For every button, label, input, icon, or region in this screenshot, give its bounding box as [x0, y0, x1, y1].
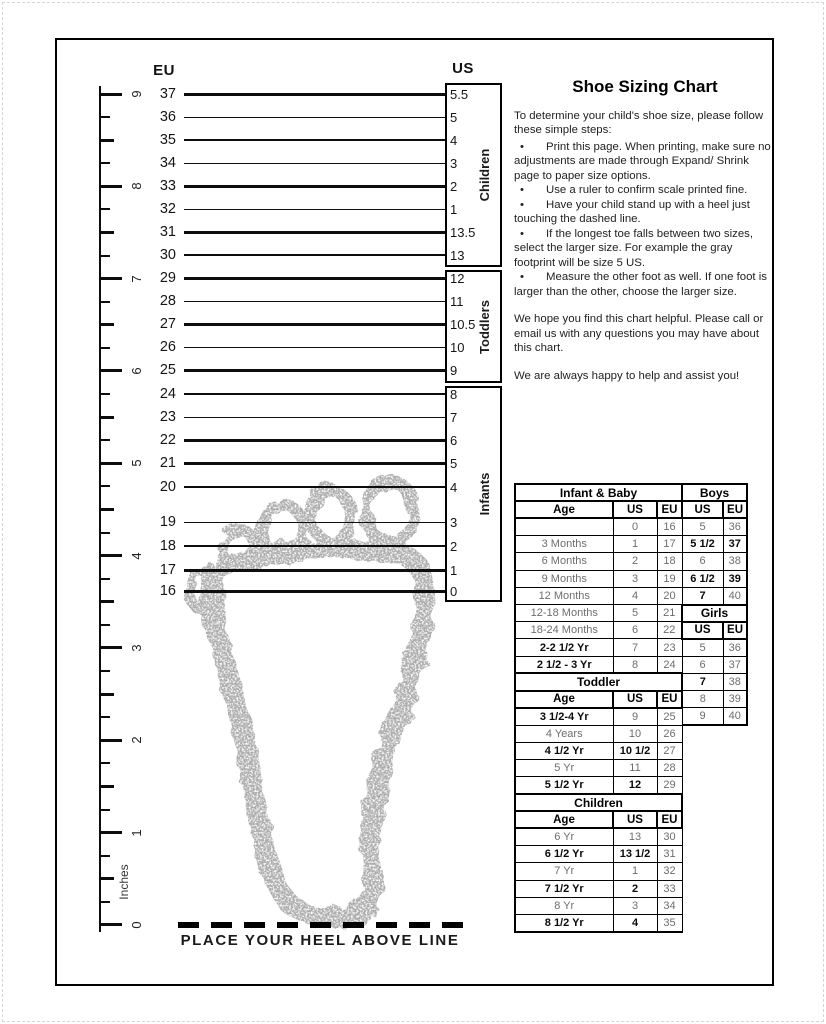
table-column-header: US [613, 501, 657, 518]
ruler-quarter-tick [101, 716, 110, 718]
table-section-header: Toddler [515, 673, 682, 690]
table-cell: 9 [682, 708, 723, 725]
table-empty-cell [682, 863, 747, 880]
bullet-icon: • [520, 140, 524, 153]
table-cell: 36 [723, 518, 747, 535]
table-cell: 32 [657, 863, 682, 880]
ruler-half-tick [101, 693, 114, 696]
eu-size-line [184, 369, 445, 372]
size-conversion-table [514, 483, 748, 933]
us-size-label: 10.5 [450, 316, 476, 332]
us-size-label: 6 [450, 432, 458, 448]
eu-size-label: 37 [159, 86, 176, 102]
table-cell: 7 [682, 587, 723, 604]
ruler-inch-number: 3 [129, 644, 144, 652]
table-empty-cell [682, 811, 747, 828]
table-cell: 28 [657, 760, 682, 777]
table-cell: 2 1/2 - 3 Yr [515, 656, 613, 673]
ruler-inch-number: 1 [129, 829, 144, 837]
table-cell: 6 Months [515, 553, 613, 570]
us-size-label: 0 [450, 583, 458, 599]
eu-size-label: 21 [159, 455, 176, 471]
instruction-bullets [514, 140, 776, 300]
table-cell: 2-2 1/2 Yr [515, 639, 613, 656]
us-size-label: 13.5 [450, 224, 476, 240]
page-title: Shoe Sizing Chart [572, 77, 718, 96]
table-cell: 22 [657, 622, 682, 639]
table-column-header: US [682, 622, 723, 639]
us-group-label: Infants [477, 472, 492, 516]
eu-size-line [184, 522, 445, 523]
us-size-label: 3 [450, 514, 458, 530]
ruler-quarter-tick [101, 901, 110, 903]
eu-size-label: 33 [159, 178, 176, 194]
table-cell: 16 [657, 518, 682, 535]
table-cell: 40 [723, 587, 747, 604]
eu-size-line [184, 417, 445, 418]
table-cell: 8 Yr [515, 897, 613, 914]
us-column-header: US [452, 60, 474, 77]
ruler-inch-number: 8 [129, 182, 144, 190]
second-toe-print [311, 491, 351, 541]
table-cell: 5 1/2 Yr [515, 777, 613, 794]
eu-size-line [184, 545, 445, 547]
eu-size-line [184, 301, 445, 302]
table-cell: 39 [723, 691, 747, 708]
table-cell: 10 1/2 [613, 742, 657, 759]
table-cell [515, 518, 613, 535]
eu-size-line [184, 231, 445, 234]
table-cell: 6 1/2 Yr [515, 846, 613, 863]
ruler-major-tick [101, 923, 122, 926]
table-cell: 6 1/2 [682, 570, 723, 587]
table-empty-cell [682, 794, 747, 811]
eu-size-label: 25 [159, 362, 176, 378]
ruler-inch-number: 0 [129, 921, 144, 929]
ruler-inch-number: 4 [129, 552, 144, 560]
us-size-label: 7 [450, 409, 458, 425]
ruler-inch-number: 2 [129, 736, 144, 744]
table-cell: 3 1/2-4 Yr [515, 708, 613, 725]
ruler-quarter-tick [101, 393, 110, 395]
table-cell: 7 1/2 Yr [515, 880, 613, 897]
ruler-major-tick [101, 831, 122, 834]
ruler-inch-number: 6 [129, 367, 144, 375]
table-empty-cell [682, 828, 747, 845]
table-cell: 2 [613, 880, 657, 897]
eu-size-label: 30 [159, 247, 176, 263]
eu-size-line [184, 209, 445, 210]
table-cell: 37 [723, 536, 747, 553]
eu-size-label: 26 [159, 339, 176, 355]
table-cell: 4 [613, 914, 657, 931]
table-cell: 27 [657, 742, 682, 759]
us-size-label: 10 [450, 339, 465, 355]
us-size-label: 12 [450, 270, 465, 286]
table-cell: 2 [613, 553, 657, 570]
ruler-inch-number: 7 [129, 275, 144, 283]
table-cell: 4 Years [515, 725, 613, 742]
eu-size-line [184, 486, 445, 488]
closing-text-2: We are always happy to help and assist you! [514, 369, 740, 382]
instruction-bullet: • Measure the other foot as well. If one foot is larger than the other, choose the larger size. [514, 271, 767, 298]
table-cell: 5 1/2 [682, 536, 723, 553]
table-cell: 5 [682, 518, 723, 535]
table-cell: 18-24 Months [515, 622, 613, 639]
table-section-header: Children [515, 794, 682, 811]
eu-size-label: 23 [159, 409, 176, 425]
us-size-label: 2 [450, 538, 458, 554]
table-cell: 5 [682, 639, 723, 656]
eu-size-line [184, 139, 445, 141]
table-empty-cell [682, 742, 747, 759]
ruler-major-tick [101, 185, 122, 188]
info-panel [514, 77, 776, 385]
us-size-label: 13 [450, 247, 465, 263]
table-column-header: EU [723, 501, 747, 518]
eu-size-line [184, 254, 445, 256]
ruler-quarter-tick [101, 855, 110, 857]
eu-size-label: 18 [159, 538, 176, 554]
table-cell: 21 [657, 605, 682, 622]
ruler-quarter-tick [101, 301, 110, 303]
table-cell: 3 Months [515, 536, 613, 553]
ruler-half-tick [101, 785, 114, 788]
ruler-quarter-tick [101, 208, 110, 210]
eu-size-line [184, 323, 445, 326]
table-column-header: EU [657, 501, 682, 518]
footprint-image [175, 458, 457, 936]
closing-text-1: We hope you find this chart helpful. Please call or email us with any questions you may have about this chart. [514, 313, 764, 354]
ruler-quarter-tick [101, 578, 110, 580]
eu-size-line [184, 439, 445, 442]
table-cell: 10 [613, 725, 657, 742]
ruler-major-tick [101, 739, 122, 742]
table-section-header: Infant & Baby [515, 484, 682, 501]
us-size-label: 1 [450, 201, 458, 217]
instruction-bullet: • Use a ruler to confirm scale printed fine. [514, 183, 776, 198]
foot-outline-print [212, 549, 426, 917]
ruler-half-tick [101, 323, 114, 326]
bullet-icon: • [520, 184, 524, 196]
table-column-header: Age [515, 501, 613, 518]
table-cell: 6 [613, 622, 657, 639]
table-cell: 6 [682, 553, 723, 570]
ruler-major-tick [101, 369, 122, 372]
table-cell: 7 [682, 673, 723, 690]
ruler-half-tick [101, 231, 114, 234]
ruler-half-tick [101, 877, 114, 880]
ruler-quarter-tick [101, 670, 110, 672]
eu-size-label: 19 [159, 514, 176, 530]
table-cell: 8 [613, 656, 657, 673]
eu-size-line [184, 185, 445, 188]
table-cell: 12-18 Months [515, 605, 613, 622]
table-cell: 12 Months [515, 587, 613, 604]
table-cell: 9 Months [515, 570, 613, 587]
table-section-header: Boys [682, 484, 747, 501]
table-cell: 38 [723, 673, 747, 690]
table-cell: 33 [657, 880, 682, 897]
ruler-quarter-tick [101, 624, 110, 626]
ruler-quarter-tick [101, 762, 110, 764]
table-section-header: Girls [682, 605, 747, 622]
table-cell: 3 [613, 570, 657, 587]
table-cell: 35 [657, 914, 682, 931]
us-size-label: 1 [450, 562, 458, 578]
table-cell: 6 Yr [515, 828, 613, 845]
table-cell: 13 1/2 [613, 846, 657, 863]
instruction-bullet: • If the longest toe falls between two sizes, select the larger size. For example the gray footprint will be size 5 US. [514, 227, 754, 269]
table-column-header: Age [515, 811, 613, 828]
table-cell: 5 Yr [515, 760, 613, 777]
table-empty-cell [682, 760, 747, 777]
table-cell: 8 1/2 Yr [515, 914, 613, 931]
table-cell: 0 [613, 518, 657, 535]
us-size-label: 11 [450, 293, 464, 309]
eu-column-header: EU [153, 62, 175, 79]
bullet-icon: • [520, 198, 524, 211]
ruler-quarter-tick [101, 162, 110, 164]
table-cell: 3 [613, 897, 657, 914]
us-size-label: 4 [450, 132, 458, 148]
table-cell: 39 [723, 570, 747, 587]
eu-size-label: 27 [159, 316, 176, 332]
instruction-bullet: • Have your child stand up with a heel just touching the dashed line. [514, 198, 750, 225]
table-cell: 23 [657, 639, 682, 656]
table-cell: 11 [613, 760, 657, 777]
us-size-label: 9 [450, 362, 458, 378]
us-group-label: Toddlers [477, 299, 492, 354]
us-size-label: 5 [450, 109, 458, 125]
ruler-half-tick [101, 600, 114, 603]
table-column-header: US [613, 811, 657, 828]
eu-size-line [184, 347, 445, 348]
table-cell: 19 [657, 570, 682, 587]
ruler-half-tick [101, 139, 114, 142]
table-cell: 40 [723, 708, 747, 725]
table-column-header: EU [723, 622, 747, 639]
eu-size-label: 29 [159, 270, 176, 286]
ruler-quarter-tick [101, 116, 110, 118]
table-cell: 38 [723, 553, 747, 570]
eu-size-line [184, 277, 445, 280]
eu-size-line [184, 569, 445, 572]
us-size-label: 2 [450, 178, 458, 194]
ruler-major-tick [101, 554, 122, 557]
table-cell: 36 [723, 639, 747, 656]
table-cell: 29 [657, 777, 682, 794]
table-cell: 24 [657, 656, 682, 673]
ruler-quarter-tick [101, 255, 110, 257]
table-cell: 7 [613, 639, 657, 656]
table-empty-cell [682, 897, 747, 914]
eu-size-label: 36 [159, 109, 176, 125]
ruler-inch-number: 5 [129, 459, 144, 467]
table-column-header: EU [657, 691, 682, 708]
table-cell: 31 [657, 846, 682, 863]
ruler-quarter-tick [101, 485, 110, 487]
eu-size-label: 17 [159, 562, 176, 578]
table-cell: 13 [613, 828, 657, 845]
intro-text: To determine your child's shoe size, please follow these simple steps: [514, 109, 764, 136]
ruler-half-tick [101, 416, 114, 419]
eu-size-label: 16 [159, 583, 176, 599]
ruler-major-tick [101, 277, 122, 280]
ruler-quarter-tick [101, 809, 110, 811]
table-empty-cell [682, 725, 747, 742]
us-size-label: 4 [450, 479, 458, 495]
eu-size-label: 31 [159, 224, 176, 240]
us-size-label: 8 [450, 386, 458, 402]
ruler-major-tick [101, 646, 122, 649]
ruler-major-tick [101, 462, 122, 465]
table-cell: 26 [657, 725, 682, 742]
table-cell: 12 [613, 777, 657, 794]
ruler-quarter-tick [101, 439, 110, 441]
heel-instruction-text: PLACE YOUR HEEL ABOVE LINE [180, 932, 460, 949]
table-column-header: US [613, 691, 657, 708]
ruler-quarter-tick [101, 347, 110, 349]
eu-size-line [184, 117, 445, 118]
ruler-quarter-tick [101, 532, 110, 534]
table-cell: 18 [657, 553, 682, 570]
eu-size-label: 28 [159, 293, 176, 309]
eu-size-line [184, 590, 445, 593]
table-cell: 4 1/2 Yr [515, 742, 613, 759]
eu-size-label: 22 [159, 432, 176, 448]
eu-size-line [184, 393, 445, 395]
instruction-bullet: • Print this page. When printing, make sure no adjustments are made through Expand/ Shrink page to paper size options. [514, 140, 771, 182]
table-cell: 7 Yr [515, 863, 613, 880]
inches-label: Inches [117, 864, 131, 900]
table-cell: 37 [723, 656, 747, 673]
table-cell: 4 [613, 587, 657, 604]
table-cell: 30 [657, 828, 682, 845]
eu-size-label: 24 [159, 386, 176, 402]
table-empty-cell [682, 846, 747, 863]
ruler-half-tick [101, 508, 114, 511]
eu-size-label: 32 [159, 201, 176, 217]
table-cell: 8 [682, 691, 723, 708]
table-column-header: EU [657, 811, 682, 828]
us-size-label: 3 [450, 155, 458, 171]
table-cell: 20 [657, 587, 682, 604]
ruler-major-tick [101, 93, 122, 96]
heel-dashed-line [178, 922, 465, 928]
table-cell: 25 [657, 708, 682, 725]
table-cell: 5 [613, 605, 657, 622]
us-size-label: 5.5 [450, 86, 469, 102]
table-empty-cell [682, 880, 747, 897]
table-empty-cell [682, 777, 747, 794]
eu-size-label: 20 [159, 479, 176, 495]
ruler-inch-number: 9 [129, 90, 144, 98]
table-cell: 1 [613, 536, 657, 553]
eu-size-line [184, 163, 445, 164]
us-group-label: Children [477, 148, 492, 202]
eu-size-line [184, 462, 445, 465]
us-size-label: 5 [450, 455, 458, 471]
table-column-header: US [682, 501, 723, 518]
table-cell: 9 [613, 708, 657, 725]
table-cell: 34 [657, 897, 682, 914]
bullet-icon: • [520, 227, 524, 240]
eu-size-label: 35 [159, 132, 176, 148]
eu-size-label: 34 [159, 155, 176, 171]
table-cell: 17 [657, 536, 682, 553]
table-empty-cell [682, 914, 747, 931]
big-toe-print [366, 481, 414, 543]
table-cell: 6 [682, 656, 723, 673]
bullet-icon: • [520, 271, 524, 283]
eu-size-line [184, 93, 445, 96]
table-cell: 1 [613, 863, 657, 880]
table-column-header: Age [515, 691, 613, 708]
